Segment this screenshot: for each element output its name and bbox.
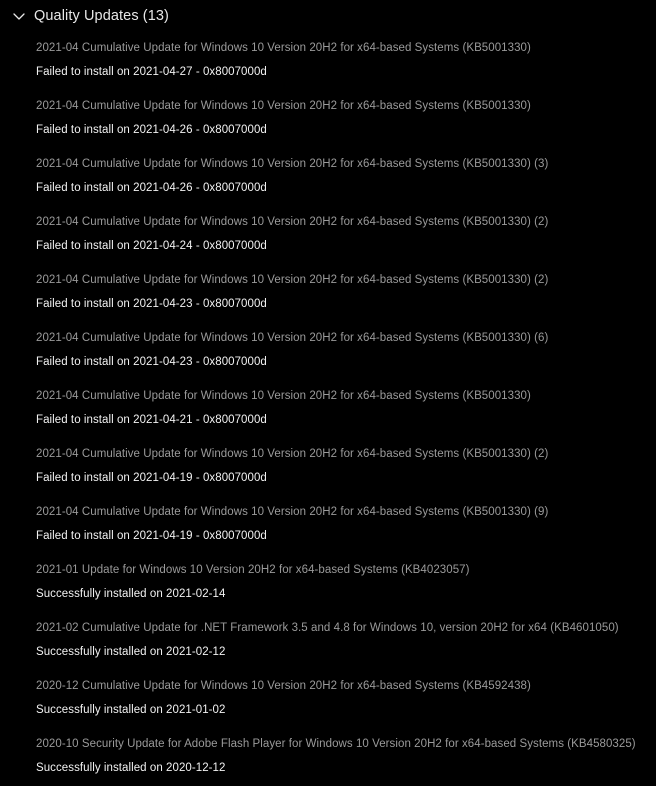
list-item: [0, 728, 656, 786]
update-title: 2020-10 Security Update for Adobe Flash Player for Windows 10 Version 20H2 for x64-based Systems (KB4580325): [36, 738, 636, 750]
chevron-down-icon[interactable]: [10, 7, 28, 25]
list-item: [0, 322, 656, 380]
update-title: 2021-04 Cumulative Update for Windows 10 Version 20H2 for x64-based Systems (KB5001330) (2): [36, 448, 549, 460]
list-item: [0, 496, 656, 554]
update-title: 2021-04 Cumulative Update for Windows 10 Version 20H2 for x64-based Systems (KB5001330) (3): [36, 158, 549, 170]
list-item: [0, 148, 656, 206]
list-item: [0, 32, 656, 90]
list-item: [0, 206, 656, 264]
update-title: 2021-04 Cumulative Update for Windows 10 Version 20H2 for x64-based Systems (KB5001330) (6): [36, 332, 549, 344]
list-item: [0, 554, 656, 612]
list-item: [0, 670, 656, 728]
update-title: 2021-04 Cumulative Update for Windows 10 Version 20H2 for x64-based Systems (KB5001330) (2): [36, 216, 549, 228]
update-status: Successfully installed on 2021-02-14: [36, 588, 226, 600]
update-status: Successfully installed on 2021-01-02: [36, 704, 226, 716]
update-title: 2021-04 Cumulative Update for Windows 10 Version 20H2 for x64-based Systems (KB5001330) (2): [36, 274, 549, 286]
group-title: Quality Updates (13): [34, 8, 169, 24]
list-item: [0, 90, 656, 148]
update-status: Failed to install on 2021-04-19 - 0x8007000d: [36, 472, 267, 484]
list-item: [0, 612, 656, 670]
update-status: Failed to install on 2021-04-21 - 0x8007000d: [36, 414, 267, 426]
update-status: Failed to install on 2021-04-24 - 0x8007000d: [36, 240, 267, 252]
update-status: Failed to install on 2021-04-27 - 0x8007000d: [36, 66, 267, 78]
list-item: [0, 438, 656, 496]
quality-updates-group-header[interactable]: [0, 0, 656, 32]
update-title: 2021-01 Update for Windows 10 Version 20H2 for x64-based Systems (KB4023057): [36, 564, 470, 576]
update-status: Successfully installed on 2021-02-12: [36, 646, 226, 658]
update-status: Successfully installed on 2020-12-12: [36, 762, 226, 774]
update-title: 2021-04 Cumulative Update for Windows 10 Version 20H2 for x64-based Systems (KB5001330): [36, 390, 531, 402]
update-title: 2021-04 Cumulative Update for Windows 10 Version 20H2 for x64-based Systems (KB5001330) (9): [36, 506, 549, 518]
update-title: 2021-04 Cumulative Update for Windows 10 Version 20H2 for x64-based Systems (KB5001330): [36, 42, 531, 54]
update-title: 2021-02 Cumulative Update for .NET Framework 3.5 and 4.8 for Windows 10, version 20H2 for x64 (KB4601050): [36, 622, 619, 634]
list-item: [0, 264, 656, 322]
update-status: Failed to install on 2021-04-19 - 0x8007000d: [36, 530, 267, 542]
list-item: [0, 380, 656, 438]
updates-list: [0, 32, 656, 786]
update-title: 2021-04 Cumulative Update for Windows 10 Version 20H2 for x64-based Systems (KB5001330): [36, 100, 531, 112]
update-status: Failed to install on 2021-04-23 - 0x8007000d: [36, 356, 267, 368]
update-status: Failed to install on 2021-04-26 - 0x8007000d: [36, 124, 267, 136]
update-title: 2020-12 Cumulative Update for Windows 10 Version 20H2 for x64-based Systems (KB4592438): [36, 680, 531, 692]
update-status: Failed to install on 2021-04-23 - 0x8007000d: [36, 298, 267, 310]
update-status: Failed to install on 2021-04-26 - 0x8007000d: [36, 182, 267, 194]
